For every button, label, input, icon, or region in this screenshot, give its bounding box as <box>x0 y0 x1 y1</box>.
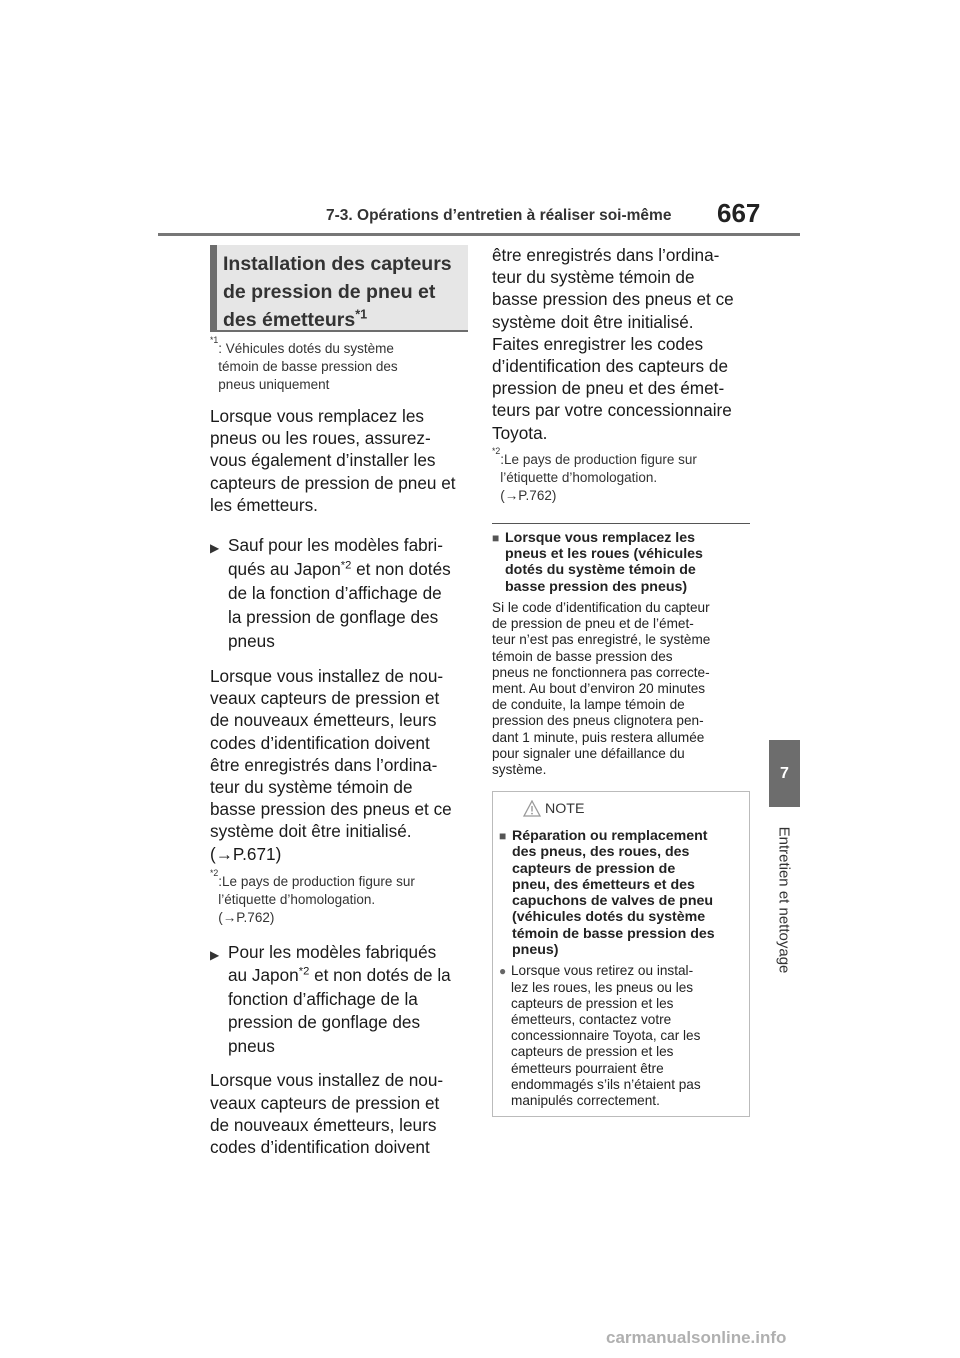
circle-bullet-icon: ● <box>499 964 507 979</box>
footnote-mark: *2 <box>210 867 219 878</box>
footnote-text: :Le pays de production figure sur l’étiquette d’homologation. (→P.762) <box>218 873 415 925</box>
footnote-text: : Véhicules dotés du système témoin de basse pression des pneus uniquement <box>218 341 398 392</box>
note-box <box>492 791 750 1117</box>
note-subheading <box>499 828 745 958</box>
left-column <box>210 245 468 1158</box>
chapter-side-label <box>771 820 797 980</box>
chapter-tab: 7 <box>769 740 800 807</box>
section-title-line-1: Installation des capteurs <box>223 253 452 275</box>
watermark: carmanualsonline.info <box>606 1328 787 1347</box>
page-number: 667 <box>717 198 761 228</box>
note-subheading-text: Réparation ou remplacement des pneus, des roues, des capteurs de pression de pneu, des émetteurs et des capuchons de valves de pneu (véhicules dotés du système témoin de basse pression des pneus) <box>512 828 715 959</box>
bullet-text: et non dotés de la fonction d’affichage de la pression de gonflage des pneus <box>228 965 451 1056</box>
section-title-line-2: de pression de pneu et <box>223 281 436 303</box>
note-bullet-text: Lorsque vous retirez ou instal- lez les roues, les pneus ou les capteurs de pression et les émetteurs, contactez votre concessionnaire Toyota, car les capteurs de pression et les émetteurs pourraient être endommagés s’ils n’étaient pas manipulés correctement. <box>511 963 701 1108</box>
section-heading <box>210 245 468 332</box>
bullet-japan <box>210 941 468 1059</box>
footnote-mark: *2 <box>492 445 501 456</box>
footnote-2-right <box>492 445 750 505</box>
bullet-non-japan <box>210 533 468 653</box>
warning-triangle-icon <box>523 800 541 817</box>
subsection-divider <box>492 523 750 524</box>
note-header <box>493 792 749 825</box>
square-bullet-icon: ■ <box>492 530 500 545</box>
section-title-line-3: des émetteurs$^{*1}$ <box>223 307 368 331</box>
footnote-2 <box>210 867 468 927</box>
footnote-ref: *2 <box>298 965 310 978</box>
intro-paragraph: Lorsque vous remplacez les pneus ou les roues, assurez- vous également d’installer les capteurs de pression de pneu et les émetteurs. <box>210 406 456 515</box>
chapter-title: 7-3. Opérations d’entretien à réaliser soi-même <box>326 207 672 224</box>
continued-paragraph: être enregistrés dans l’ordina- teur du système témoin de basse pression des pneus et ce système doit être initialisé. Faites enregistrer les codes d’identification des capteurs de pression de pneu et des émet- teurs par votre concessionnaire Toyota. <box>492 245 734 443</box>
subsection-body: Si le code d’identification du capteur de pression de pneu et de l’émet- teur n’est pas enregistré, le système témoin de basse pression des pneus ne fonctionnera pas correcte- ment. Au bout d’environ 20 minutes de conduite, la lampe témoin de pression des pneus clignotera pen- dant 1 minute, puis restera allumée pour signaler une défaillance du système. <box>492 600 711 778</box>
footnote-mark: *1 <box>210 335 219 345</box>
triangle-bullet-icon: ▶ <box>210 947 220 962</box>
subsection-heading-text: Lorsque vous remplacez les pneus et les roues (véhicules dotés du système témoin de basse pression des pneus) <box>505 529 703 595</box>
page-header <box>0 0 960 240</box>
note-bullet <box>499 963 745 1109</box>
note-label: NOTE <box>545 801 585 817</box>
footnote-1 <box>210 335 468 394</box>
header-divider <box>158 233 800 236</box>
footnote-ref: *2 <box>340 559 352 572</box>
note-body <box>499 828 745 1109</box>
footnote-ref: *1 <box>355 307 368 322</box>
subsection-heading <box>492 530 750 595</box>
chapter-side-label-text: Entretien et nettoyage <box>775 826 793 974</box>
bullet-text: et non dotés de la fonction d’affichage de la pression de gonflage des pneus <box>228 559 451 652</box>
bullet-text: Sauf pour les modèles fabri- qués au Japon <box>228 535 443 580</box>
triangle-bullet-icon: ▶ <box>210 541 220 556</box>
footnote-text: :Le pays de production figure sur l’étiquette d’homologation. (→P.762) <box>500 451 697 503</box>
install-paragraph-2: Lorsque vous installez de nou- veaux capteurs de pression et de nouveaux émetteurs, leurs codes d’identification doivent <box>210 1070 444 1157</box>
bullet-text: Pour les modèles fabriqués au Japon <box>228 941 437 986</box>
install-paragraph: Lorsque vous installez de nou- veaux capteurs de pression et de nouveaux émetteurs, leurs codes d’identification doivent être enregistrés dans l’ordina- teur du système témoin de basse pression des pneus et ce système doit être initialisé. (→P.671) <box>210 666 452 864</box>
square-bullet-icon: ■ <box>499 829 507 843</box>
right-column <box>492 245 750 778</box>
